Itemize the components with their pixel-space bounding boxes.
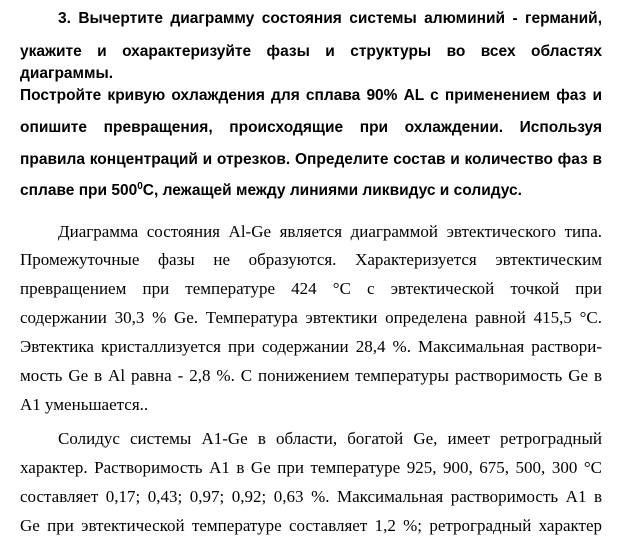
task-line-4: опишите превращения, происходящие при охлаждении. Используя (20, 119, 602, 136)
paragraph1-line-5: Эвтектика кристаллизуется при содержании 28,4 %. Максимальная раствори- (20, 337, 602, 356)
paragraph1-line-7: А1 уменьшается.. (20, 395, 149, 414)
task-line-6-rest: С, лежащей между линиями ликвидус и солидус. (142, 182, 522, 199)
task-line-6-text: сплаве при 500 (20, 182, 138, 199)
task-line-1: 3. Вычертите диаграмму состояния системы алюминий - германий, (58, 10, 602, 27)
paragraph1-line-6: мость Ge в Al равна - 2,8 %. С понижением температуры растворимость Ge в (20, 366, 602, 385)
task-line-6 (20, 180, 602, 202)
paragraph1-line-1: Диаграмма состояния Al-Ge является диаграммой эвтектического типа. (58, 222, 602, 241)
paragraph2-line-2: характер. Растворимость А1 в Ge при температуре 925, 900, 675, 500, 300 °С (20, 458, 602, 477)
paragraph1-line-3: превращением при температуре 424 °С с эвтектической точкой при (20, 279, 602, 298)
degree-superscript: 0 (137, 181, 143, 192)
task-line-3: Постройте кривую охлаждения для сплава 90% AL с применением фаз и (20, 87, 602, 104)
task-line-2: укажите и охарактеризуйте фазы и структуры во всех областях диаграммы. (20, 43, 602, 82)
paragraph2-line-3: составляет 0,17; 0,43; 0,97; 0,92; 0,63 %. Максимальная растворимость А1 в (20, 487, 602, 506)
paragraph1-line-2: Промежуточные фазы не образуются. Характеризуется эвтектическим (20, 250, 602, 269)
paragraph2-line-4: Ge при эвтектической температуре составляет 1,2 %; ретроградный характер (20, 516, 602, 535)
task-line-5: правила концентраций и отрезков. Определите состав и количество фаз в (20, 151, 602, 168)
paragraph1-line-4: содержании 30,3 % Ge. Температура эвтектики определена равной 415,5 °С. (20, 308, 602, 327)
paragraph2-line-1: Солидус системы А1-Ge в области, богатой Ge, имеет ретроградный (58, 429, 602, 448)
